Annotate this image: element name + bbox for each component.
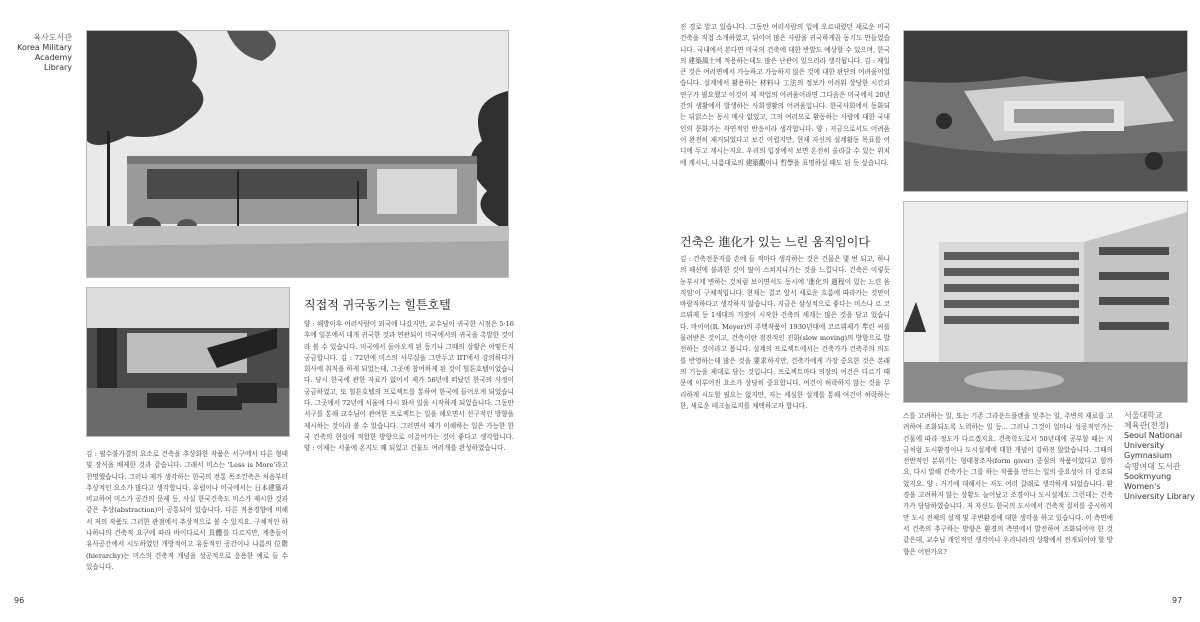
- caption-english-line1: Korea Military: [17, 43, 72, 52]
- paragraph: 김 : 필수불가결의 요소로 건축을 추상화한 작품은 서구에서 다른 형태 및 장식을 배제한 것과 같습니다. 그래서 미스는 'Less is More'라고 천명했습니다. 그러나 제가 생각하는 한국의 전통 목조건축은 처음부터 추상적인 요소가 많다고 생각합니다. 유럽이나 미국에서는 日本建築과 비교하여 미스가 공간의 문제 등, 사실 한국건축도 미스가 제시한 것과 같은 추상(abstraction)이 공통되어 있습니다. 다른 적용경향에 비해서 저의 작품도 그러한 관점에서 추상적으로 볼 수 있지요. 구체적인 하나하나의 건축적 요구에 따라 바이다로서 具體를 다르지만, 계층들이 유사공간에서 시도하였던 개방적이고 유동적인 공간이나 나름의 位階(hierarchy)는 미스의 건축적 개념을 성공적으로 응용한 예로 들 수 있습니다.: [86, 450, 288, 571]
- photo-seoul-national-gymnasium: [903, 30, 1188, 192]
- caption-english-line1: Sookmyung Women's: [1124, 472, 1172, 491]
- caption-english-line2: Academy Library: [34, 53, 72, 72]
- photo-library-exterior: [86, 30, 509, 278]
- page-number-left: 96: [14, 596, 25, 605]
- body-column-left-right: [304, 319, 514, 584]
- caption-english-line2: University Library: [1124, 492, 1195, 501]
- section-heading-evolution: 건축은 進化가 있는 느린 움직임이다: [680, 235, 870, 249]
- paragraph: 진 경로 알고 있습니다. 그동안 여러사람의 입에 오르내렸던 새로운 미국건축을 직접 소개하였고, 뒤이어 많은 사람을 귀국하게끔 동기도 만들었습니다. 국내에서 본다면 미국의 건축에 대한 반발도 예상할 수 있으며, 한국의 建築風土에 적용하는데도 많은 난관이 있으리라 생각됩니다. 김 : 제일 큰 것은 여러면에서 가능하고 가능하지 않은 것에 대한 판단의 어려움이었습니다. 설계에서 활용하는 材料나 工法의 정보가 어려워 상당한 시간과 연구가 필요했고 이것이 제 작업의 어려움이라면 그다음은 미국에서 20년간의 생활에서 발생하는 사회생활의 어려움입니다. 한국사회에서 동화되는 뒤얽스는 동시 매사 없었고, 그의 여러모로 환동하는 사람에 대한 국내인의 문화가는 자연적인 반응이라 생각합니다. 양 : 지금으로서도 어려움이 완전히 제거되었다고 보긴 어렵지만, 현재 자신의 설계활동 목표를 어디에 두고 계시는지요. 우리의 입장에서 보면 온전히 올라갈 수 있는 위치에 계시니, 나름대로의 建築觀이나 哲學을 표명하실 때도 된 듯 싶습니다.: [680, 23, 890, 167]
- page-number-right: 97: [1172, 596, 1183, 605]
- caption-korean: 서울대학교: [1124, 411, 1163, 420]
- body-column-right-bottom: [903, 411, 1113, 586]
- paragraph: 양 : 해방이후 여러사람이 외국에 나갔지만, 교수님이 귀국한 시점은 5·16후에 일본에서 대개 귀국한 것과 연관되어 미국에서의 귀국을 촉발한 것이라 볼 수 있습니다. 미국에서 돌아오게 된 동기나 그때의 상황은 어떻든지 궁금합니다. 김 : 72년에 미스의 사무실을 그만두고 IIT에서 강의하다가 회사에 취직을 하게 되었는데, 그곳에 참여하게 된 것이 힐튼호텔이었습니다. 당시 한국에 관한 자료가 없어서 제가 56년에 떠났던 한국의 사정이 궁금하였고, 또 힐튼호텔의 프로젝트를 통하여 한국에 들어오게 되었습니다. 그곳에서 72년에 서울에 다시 와서 일을 시작하게 되었습니다. 그동안 서구를 통해 교수님이 관여한 프로젝트는 일을 해오면서 선구적인 방향을 제시하는 것이라 볼 수 있습니다. 그러면서 제가 이해하는 일은 가능한 한국 건축의 현실에 적합한 방향으로 이끌어가는 것이 좋다고 생각합니다. 양 : 이제는 서울에 온지도 꽤 되었고 건물도 여러개를 완성하였습니다.: [304, 320, 514, 453]
- caption-korean-2: 체육관(전경): [1124, 421, 1169, 430]
- caption-english-line2: University Gymnasium: [1124, 441, 1172, 460]
- photo-sookmyung-library: [903, 201, 1188, 403]
- body-column-right-mid: [680, 254, 890, 584]
- caption-english-line1: Seoul National: [1124, 431, 1183, 440]
- body-column-right-top: [680, 22, 890, 220]
- body-column-left-bottom: [86, 449, 288, 584]
- paragraph: 김 : 건축전문지를 손에 들 적마다 생각하는 것은 건물은 몇 번 되고, 하나의 패션에 불과한 것이 많이 스쳐지나가는 것을 느낍니다. 건축은 이렇듯 눈부시게 변하는 것처럼 보이면서도 동시에 '進化의 過程이 있는 느린 움직임'이 구체적입니다. 현재는 결코 앞서 새로운 흐름에 따라가는 것만이 바람직하다고 생각하지 않습니다. 지금은 삼성적으로 좋다는 미스나 르 코르뷔제 등 1세대의 거장이 시작한 건축의 세계는 많은 것을 담고 있습니다. 마이어(R. Meyer)의 주택작품이 1930년대에 코르뷔제가 뿌린 씨를 물려받은 것이고, 건축이란 점진적인 진화(slow moving)의 방향으로 발전하는 것이라고 봅니다. 설계의 프로젝트에서는 건축가가 건축주의 의도를 반영하는데 많은 것을 要求하지만, 건축가에게 가장 중요한 것은 본래의 기능을 제대로 담는 것입니다. 프로젝트마다 의장의 여건은 다르기 때문에 이루어진 요소가 상당히 중요합니다. 여건이 허락하지 않는 것을 무리하게 시도할 필요는 없지만, 저는 세심한 설계를 통해 여건이 허락하는 한, 새로운 테크놀로지를 채택하고자 합니다.: [680, 255, 890, 410]
- caption-seoul-national-gymnasium: [1124, 411, 1194, 461]
- section-heading-hilton: 직접적 귀국동기는 힐튼호텔: [304, 298, 451, 312]
- caption-korea-military-academy-library: [14, 33, 72, 73]
- caption-korean: 숙명여대 도서관: [1124, 462, 1181, 471]
- caption-sookmyung-library: [1124, 462, 1196, 502]
- caption-korean: 육사도서관: [33, 33, 72, 42]
- paragraph: 스를 고려하는 일, 또는 기존 그라운드플랜을 맞추는 일, 주변의 재료를 고려하여 조화되도록 노력하는 일 등... 그러나 그것이 얼마나 성공적인가는 건물에 따라 정도가 다르겠지요. 건축학도로서 50년대에 공부할 때는 지금처럼 도시환경이나 도시설계에 대한 개념이 강하진 않았습니다. 그때의 전반적인 분위기는 형태창조자(form giver) 중심의 작품이었다고 할까요, 다시 말해 건축가는 그를 하는 작품을 만드는 일의 중요성이 더 강조되었지요. 양 : 거기에 대해서는 저도 여러 갈래로 생각하게 되었습니다. 환경을 고려하지 않는 상황도 늘어났고 조경이나 도시설계도 그런데는 건축가가 담당하였습니다. 저 자신도 한국의 도시에서 건축적 질서를 중시하지만 도시 전체의 설계 및 주변환경에 대한 생각을 하고 있습니다. 이 측면에서 건축의 추구하는 방향은 환경의 측면에서 발전하여 조화되어야 한 것 같은데, 교수님 개인적인 생각이나 우리나라의 상황에서 전개되어야 할 방향은 어떤가요?: [903, 412, 1113, 556]
- photo-library-interior: [86, 287, 290, 437]
